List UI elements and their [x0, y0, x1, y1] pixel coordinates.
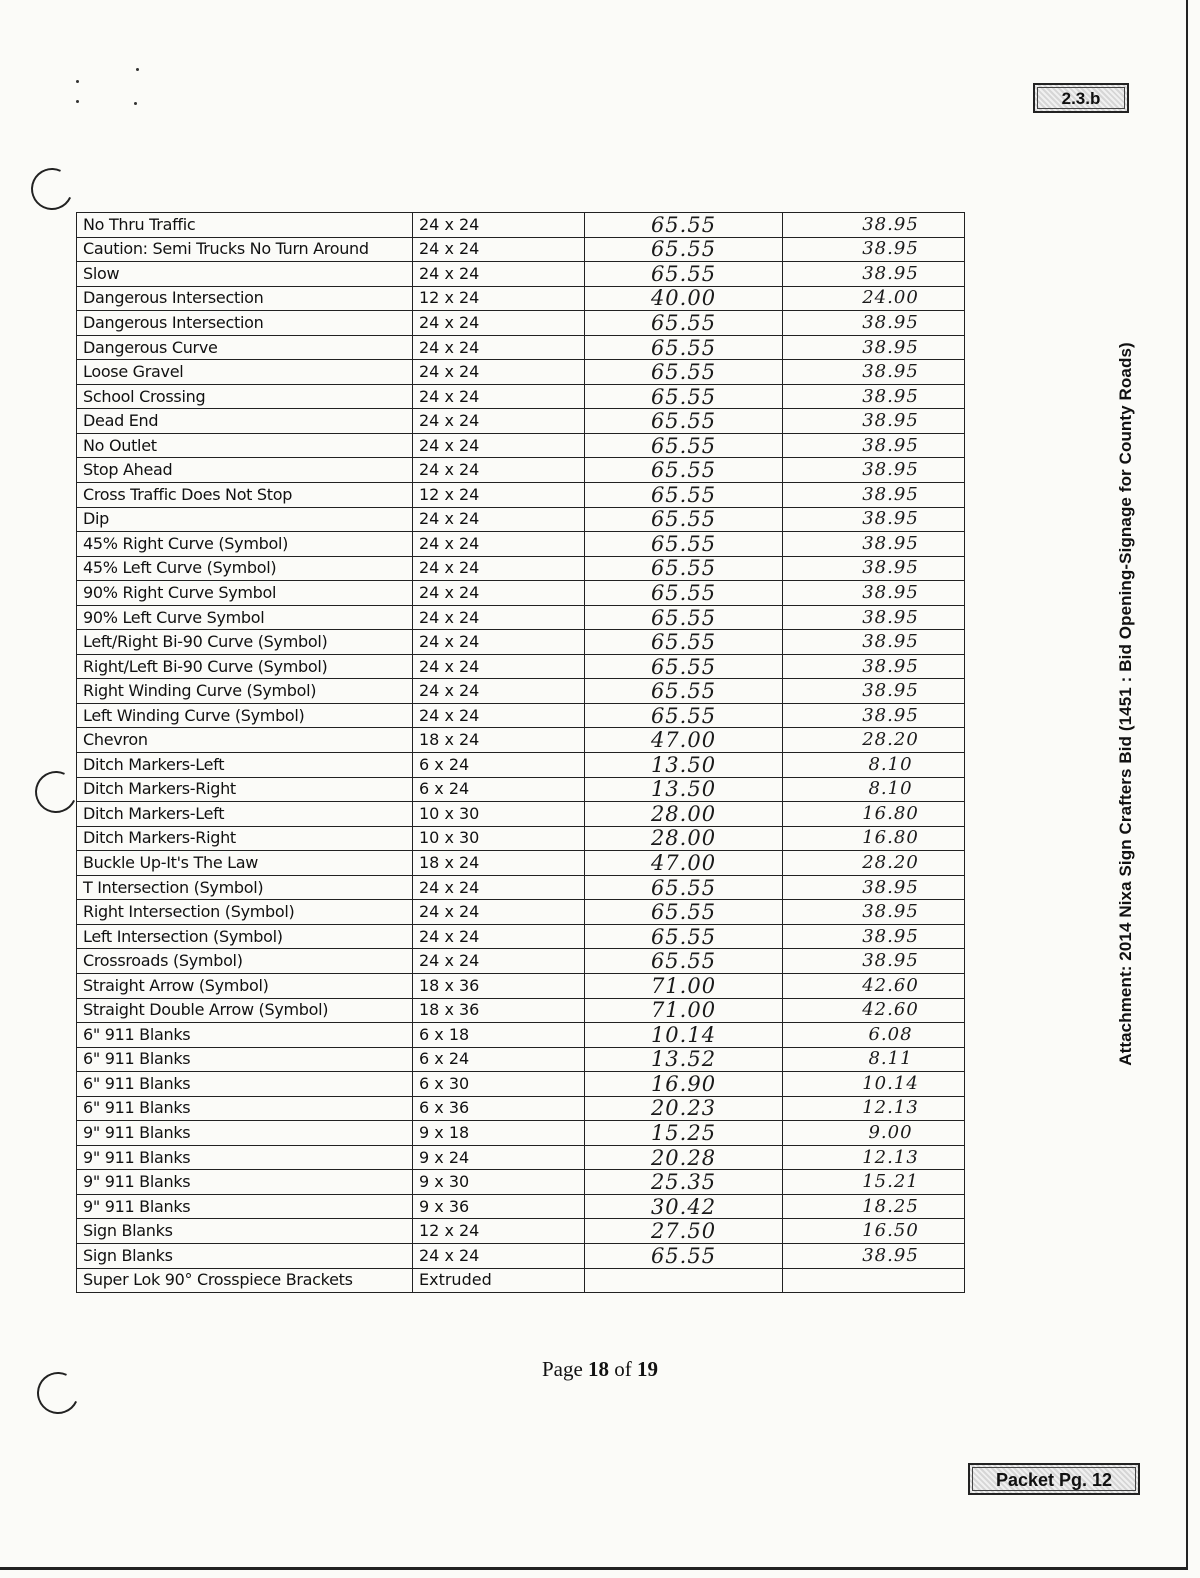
- table-row: [77, 1121, 965, 1146]
- table-row: [77, 777, 965, 802]
- unit-price-cell: 47.00: [585, 728, 783, 753]
- second-price-cell: 8.10: [783, 777, 965, 802]
- size-cell: 24 x 24: [413, 875, 585, 900]
- unit-price-cell: 10.14: [585, 1023, 783, 1048]
- size-cell: 24 x 24: [413, 384, 585, 409]
- item-name-cell: Right/Left Bi-90 Curve (Symbol): [77, 654, 413, 679]
- size-cell: 24 x 24: [413, 335, 585, 360]
- unit-price-cell: 65.55: [585, 1243, 783, 1268]
- second-price-cell: 38.95: [783, 360, 965, 385]
- size-cell: 18 x 24: [413, 728, 585, 753]
- table-row: [77, 1219, 965, 1244]
- page-current: 18: [588, 1357, 610, 1381]
- item-name-cell: Ditch Markers-Left: [77, 753, 413, 778]
- item-name-cell: 90% Left Curve Symbol: [77, 605, 413, 630]
- unit-price-cell: 28.00: [585, 826, 783, 851]
- item-name-cell: Left/Right Bi-90 Curve (Symbol): [77, 630, 413, 655]
- item-name-cell: Dip: [77, 507, 413, 532]
- table-row: [77, 1243, 965, 1268]
- item-name-cell: Crossroads (Symbol): [77, 949, 413, 974]
- item-name-cell: No Outlet: [77, 433, 413, 458]
- size-cell: 24 x 24: [413, 900, 585, 925]
- size-cell: Extruded: [413, 1268, 585, 1293]
- table-row: [77, 605, 965, 630]
- item-name-cell: Left Intersection (Symbol): [77, 924, 413, 949]
- table-row: [77, 433, 965, 458]
- item-name-cell: 45% Left Curve (Symbol): [77, 556, 413, 581]
- unit-price-cell: 65.55: [585, 532, 783, 557]
- table-row: [77, 213, 965, 238]
- unit-price-cell: 65.55: [585, 360, 783, 385]
- size-cell: 9 x 36: [413, 1194, 585, 1219]
- second-price-cell: 18.25: [783, 1194, 965, 1219]
- size-cell: 24 x 24: [413, 630, 585, 655]
- second-price-cell: 38.95: [783, 900, 965, 925]
- table-row: [77, 851, 965, 876]
- bid-table-body: [77, 213, 965, 1293]
- item-name-cell: 6" 911 Blanks: [77, 1096, 413, 1121]
- second-price-cell: 38.95: [783, 483, 965, 508]
- table-row: [77, 826, 965, 851]
- item-name-cell: Stop Ahead: [77, 458, 413, 483]
- unit-price-cell: 65.55: [585, 924, 783, 949]
- page-of: of: [609, 1357, 638, 1381]
- page-total: 19: [637, 1357, 659, 1381]
- second-price-cell: 38.95: [783, 532, 965, 557]
- item-name-cell: 9" 911 Blanks: [77, 1121, 413, 1146]
- size-cell: 24 x 24: [413, 949, 585, 974]
- size-cell: 24 x 24: [413, 581, 585, 606]
- table-row: [77, 1023, 965, 1048]
- unit-price-cell: 65.55: [585, 335, 783, 360]
- unit-price-cell: 65.55: [585, 581, 783, 606]
- item-name-cell: Chevron: [77, 728, 413, 753]
- unit-price-cell: 65.55: [585, 433, 783, 458]
- size-cell: 12 x 24: [413, 1219, 585, 1244]
- unit-price-cell: 65.55: [585, 630, 783, 655]
- unit-price-cell: 16.90: [585, 1072, 783, 1097]
- second-price-cell: 38.95: [783, 433, 965, 458]
- second-price-cell: 28.20: [783, 728, 965, 753]
- table-row: [77, 900, 965, 925]
- unit-price-cell: 27.50: [585, 1219, 783, 1244]
- unit-price-cell: 65.55: [585, 900, 783, 925]
- unit-price-cell: 65.55: [585, 679, 783, 704]
- unit-price-cell: 13.50: [585, 753, 783, 778]
- size-cell: 24 x 24: [413, 556, 585, 581]
- unit-price-cell: 13.52: [585, 1047, 783, 1072]
- size-cell: 24 x 24: [413, 262, 585, 287]
- table-row: [77, 311, 965, 336]
- second-price-cell: 42.60: [783, 973, 965, 998]
- item-name-cell: Straight Arrow (Symbol): [77, 973, 413, 998]
- item-name-cell: Ditch Markers-Right: [77, 777, 413, 802]
- unit-price-cell: 65.55: [585, 458, 783, 483]
- second-price-cell: 38.95: [783, 924, 965, 949]
- size-cell: 24 x 24: [413, 924, 585, 949]
- item-name-cell: Dangerous Intersection: [77, 286, 413, 311]
- second-price-cell: 38.95: [783, 335, 965, 360]
- size-cell: 24 x 24: [413, 409, 585, 434]
- item-name-cell: Caution: Semi Trucks No Turn Around: [77, 237, 413, 262]
- size-cell: 9 x 30: [413, 1170, 585, 1195]
- size-cell: 24 x 24: [413, 360, 585, 385]
- table-row: [77, 728, 965, 753]
- table-row: [77, 262, 965, 287]
- table-row: [77, 1194, 965, 1219]
- second-price-cell: 8.11: [783, 1047, 965, 1072]
- unit-price-cell: 25.35: [585, 1170, 783, 1195]
- table-row: [77, 1047, 965, 1072]
- second-price-cell: 6.08: [783, 1023, 965, 1048]
- size-cell: 24 x 24: [413, 311, 585, 336]
- second-price-cell: 42.60: [783, 998, 965, 1023]
- size-cell: 6 x 18: [413, 1023, 585, 1048]
- unit-price-cell: 28.00: [585, 802, 783, 827]
- table-row: [77, 998, 965, 1023]
- second-price-cell: 38.95: [783, 507, 965, 532]
- second-price-cell: 38.95: [783, 262, 965, 287]
- size-cell: 24 x 24: [413, 605, 585, 630]
- size-cell: 6 x 30: [413, 1072, 585, 1097]
- second-price-cell: 38.95: [783, 213, 965, 238]
- size-cell: 10 x 30: [413, 802, 585, 827]
- unit-price-cell: 65.55: [585, 384, 783, 409]
- unit-price-cell: 65.55: [585, 507, 783, 532]
- item-name-cell: Ditch Markers-Right: [77, 826, 413, 851]
- table-row: [77, 507, 965, 532]
- table-row: [77, 384, 965, 409]
- second-price-cell: 38.95: [783, 237, 965, 262]
- size-cell: 24 x 24: [413, 679, 585, 704]
- table-row: [77, 556, 965, 581]
- table-row: [77, 924, 965, 949]
- item-name-cell: Ditch Markers-Left: [77, 802, 413, 827]
- second-price-cell: 24.00: [783, 286, 965, 311]
- table-row: [77, 286, 965, 311]
- table-row: [77, 335, 965, 360]
- table-row: [77, 409, 965, 434]
- packet-page-label: Packet Pg. 12: [972, 1467, 1136, 1491]
- unit-price-cell: 65.55: [585, 703, 783, 728]
- table-row: [77, 654, 965, 679]
- item-name-cell: Dangerous Intersection: [77, 311, 413, 336]
- table-row: [77, 630, 965, 655]
- unit-price-cell: 65.55: [585, 949, 783, 974]
- unit-price-cell: 65.55: [585, 262, 783, 287]
- size-cell: 24 x 24: [413, 458, 585, 483]
- size-cell: 24 x 24: [413, 507, 585, 532]
- item-name-cell: Sign Blanks: [77, 1243, 413, 1268]
- unit-price-cell: [585, 1268, 783, 1293]
- unit-price-cell: 65.55: [585, 237, 783, 262]
- unit-price-cell: 65.55: [585, 311, 783, 336]
- table-row: [77, 875, 965, 900]
- unit-price-cell: 65.55: [585, 213, 783, 238]
- item-name-cell: 9" 911 Blanks: [77, 1145, 413, 1170]
- second-price-cell: 38.95: [783, 679, 965, 704]
- table-row: [77, 973, 965, 998]
- table-row: [77, 458, 965, 483]
- second-price-cell: 38.95: [783, 949, 965, 974]
- item-name-cell: Right Winding Curve (Symbol): [77, 679, 413, 704]
- size-cell: 10 x 30: [413, 826, 585, 851]
- size-cell: 24 x 24: [413, 703, 585, 728]
- unit-price-cell: 65.55: [585, 605, 783, 630]
- size-cell: 9 x 24: [413, 1145, 585, 1170]
- second-price-cell: [783, 1268, 965, 1293]
- item-name-cell: Sign Blanks: [77, 1219, 413, 1244]
- scan-specks: [70, 68, 150, 108]
- size-cell: 12 x 24: [413, 483, 585, 508]
- item-name-cell: Slow: [77, 262, 413, 287]
- table-row: [77, 802, 965, 827]
- second-price-cell: 38.95: [783, 556, 965, 581]
- table-row: [77, 1096, 965, 1121]
- size-cell: 18 x 36: [413, 998, 585, 1023]
- item-name-cell: No Thru Traffic: [77, 213, 413, 238]
- table-row: [77, 1145, 965, 1170]
- size-cell: 24 x 24: [413, 654, 585, 679]
- unit-price-cell: 20.28: [585, 1145, 783, 1170]
- second-price-cell: 38.95: [783, 605, 965, 630]
- unit-price-cell: 71.00: [585, 998, 783, 1023]
- table-row: [77, 360, 965, 385]
- table-row: [77, 581, 965, 606]
- table-row: [77, 237, 965, 262]
- packet-page-badge: [968, 1463, 1140, 1495]
- table-row: [77, 949, 965, 974]
- item-name-cell: 6" 911 Blanks: [77, 1072, 413, 1097]
- table-row: [77, 679, 965, 704]
- second-price-cell: 8.10: [783, 753, 965, 778]
- second-price-cell: 16.80: [783, 802, 965, 827]
- unit-price-cell: 65.55: [585, 654, 783, 679]
- table-row: [77, 532, 965, 557]
- second-price-cell: 38.95: [783, 630, 965, 655]
- size-cell: 12 x 24: [413, 286, 585, 311]
- item-name-cell: Straight Double Arrow (Symbol): [77, 998, 413, 1023]
- unit-price-cell: 65.55: [585, 483, 783, 508]
- size-cell: 24 x 24: [413, 1243, 585, 1268]
- item-name-cell: Left Winding Curve (Symbol): [77, 703, 413, 728]
- item-name-cell: School Crossing: [77, 384, 413, 409]
- unit-price-cell: 40.00: [585, 286, 783, 311]
- second-price-cell: 38.95: [783, 581, 965, 606]
- item-name-cell: 9" 911 Blanks: [77, 1170, 413, 1195]
- second-price-cell: 38.95: [783, 458, 965, 483]
- second-price-cell: 38.95: [783, 409, 965, 434]
- item-name-cell: 6" 911 Blanks: [77, 1023, 413, 1048]
- table-row: [77, 1072, 965, 1097]
- item-name-cell: Buckle Up-It's The Law: [77, 851, 413, 876]
- size-cell: 6 x 24: [413, 1047, 585, 1072]
- item-name-cell: Right Intersection (Symbol): [77, 900, 413, 925]
- size-cell: 24 x 24: [413, 532, 585, 557]
- second-price-cell: 10.14: [783, 1072, 965, 1097]
- item-name-cell: 6" 911 Blanks: [77, 1047, 413, 1072]
- second-price-cell: 15.21: [783, 1170, 965, 1195]
- unit-price-cell: 30.42: [585, 1194, 783, 1219]
- table-row: [77, 483, 965, 508]
- second-price-cell: 12.13: [783, 1145, 965, 1170]
- table-row: [77, 1170, 965, 1195]
- attachment-label-text: Attachment: 2014 Nixa Sign Crafters Bid (1451 : Bid Opening-Signage for County Roads): [1116, 342, 1135, 1066]
- item-name-cell: Dangerous Curve: [77, 335, 413, 360]
- size-cell: 24 x 24: [413, 433, 585, 458]
- size-cell: 18 x 36: [413, 973, 585, 998]
- item-name-cell: Cross Traffic Does Not Stop: [77, 483, 413, 508]
- reference-badge-label: 2.3.b: [1037, 87, 1125, 109]
- size-cell: 9 x 18: [413, 1121, 585, 1146]
- size-cell: 18 x 24: [413, 851, 585, 876]
- size-cell: 6 x 36: [413, 1096, 585, 1121]
- second-price-cell: 38.95: [783, 875, 965, 900]
- unit-price-cell: 71.00: [585, 973, 783, 998]
- unit-price-cell: 47.00: [585, 851, 783, 876]
- table-row: [77, 1268, 965, 1293]
- unit-price-cell: 20.23: [585, 1096, 783, 1121]
- size-cell: 24 x 24: [413, 213, 585, 238]
- page-number: [0, 1357, 1200, 1382]
- second-price-cell: 12.13: [783, 1096, 965, 1121]
- second-price-cell: 16.80: [783, 826, 965, 851]
- item-name-cell: T Intersection (Symbol): [77, 875, 413, 900]
- item-name-cell: Super Lok 90° Crosspiece Brackets: [77, 1268, 413, 1293]
- item-name-cell: 9" 911 Blanks: [77, 1194, 413, 1219]
- second-price-cell: 38.95: [783, 654, 965, 679]
- item-name-cell: Loose Gravel: [77, 360, 413, 385]
- second-price-cell: 38.95: [783, 1243, 965, 1268]
- unit-price-cell: 13.50: [585, 777, 783, 802]
- unit-price-cell: 65.55: [585, 556, 783, 581]
- unit-price-cell: 15.25: [585, 1121, 783, 1146]
- second-price-cell: 38.95: [783, 311, 965, 336]
- table-row: [77, 753, 965, 778]
- table-row: [77, 703, 965, 728]
- reference-badge: [1033, 83, 1129, 113]
- second-price-cell: 28.20: [783, 851, 965, 876]
- size-cell: 6 x 24: [413, 777, 585, 802]
- second-price-cell: 38.95: [783, 384, 965, 409]
- item-name-cell: 90% Right Curve Symbol: [77, 581, 413, 606]
- bid-price-table: [76, 212, 965, 1293]
- page-prefix: Page: [541, 1357, 589, 1381]
- size-cell: 24 x 24: [413, 237, 585, 262]
- second-price-cell: 9.00: [783, 1121, 965, 1146]
- second-price-cell: 38.95: [783, 703, 965, 728]
- size-cell: 6 x 24: [413, 753, 585, 778]
- second-price-cell: 16.50: [783, 1219, 965, 1244]
- item-name-cell: 45% Right Curve (Symbol): [77, 532, 413, 557]
- unit-price-cell: 65.55: [585, 409, 783, 434]
- unit-price-cell: 65.55: [585, 875, 783, 900]
- item-name-cell: Dead End: [77, 409, 413, 434]
